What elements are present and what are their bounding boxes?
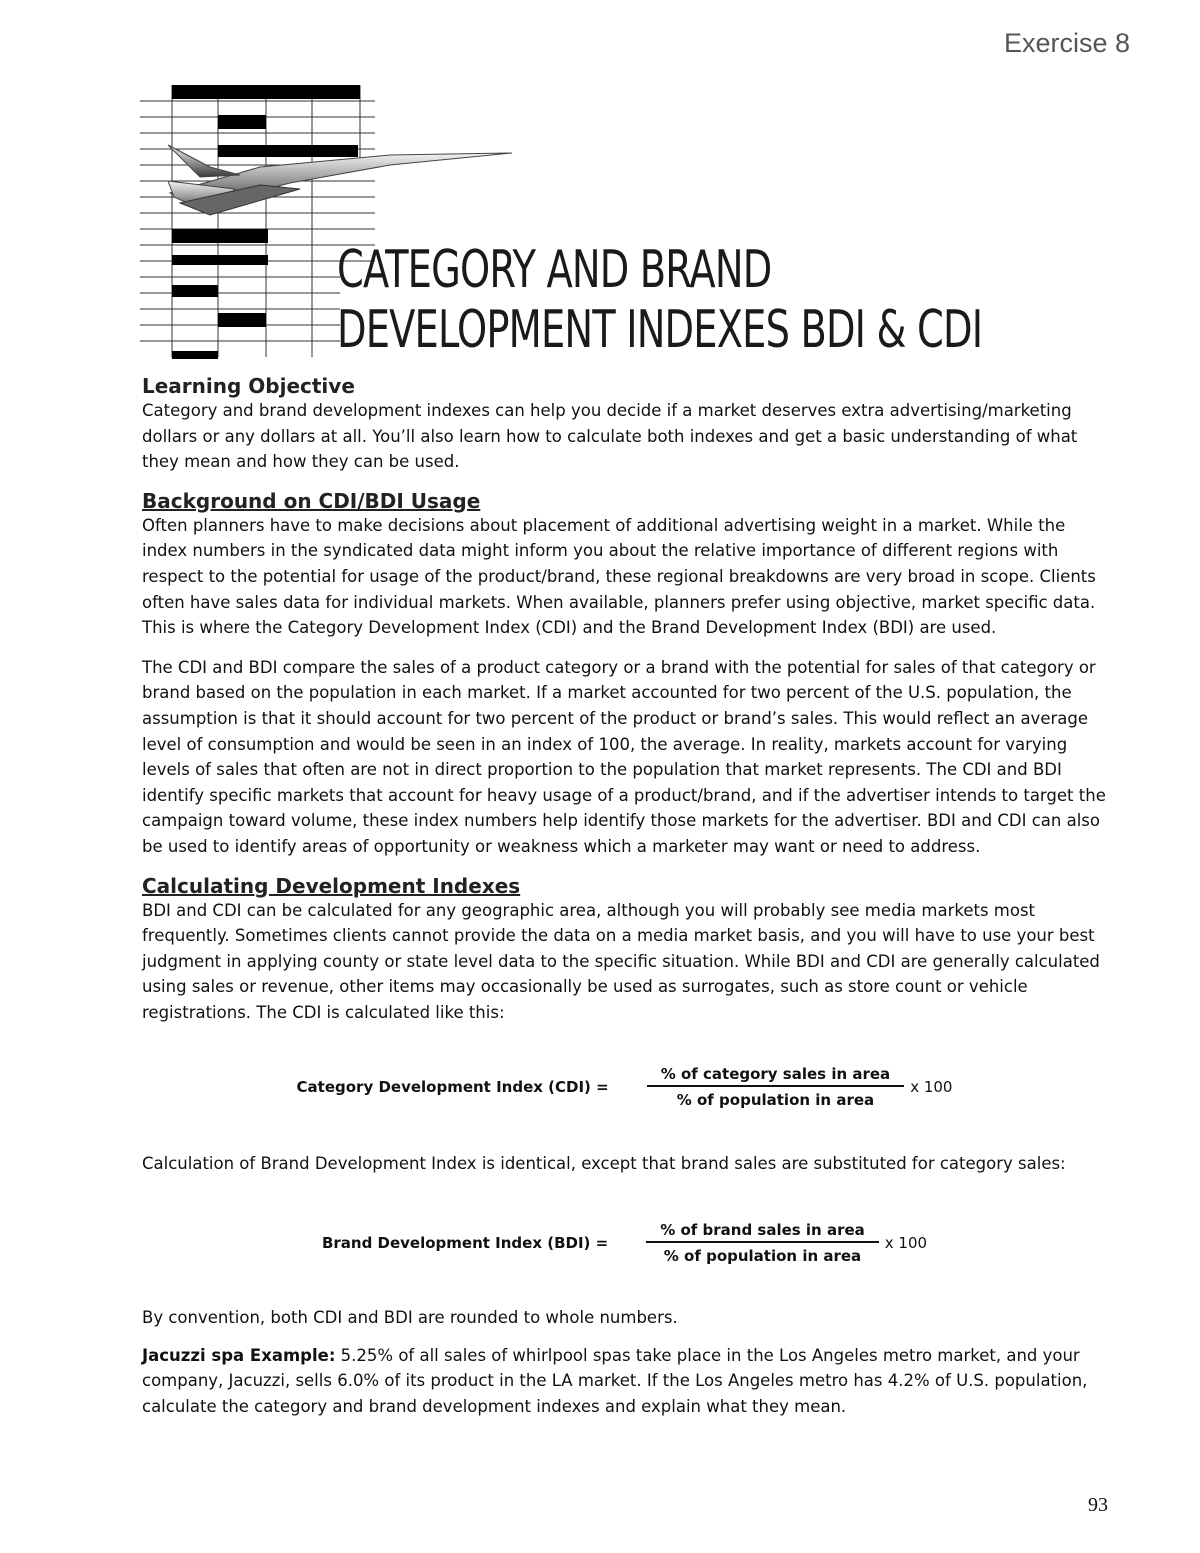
calculating-heading: Calculating Development Indexes (142, 873, 521, 898)
page-number: 93 (1088, 1494, 1108, 1516)
exercise-label: Exercise 8 (1003, 28, 1130, 58)
bdi-multiplier: x 100 (884, 1234, 928, 1253)
bdi-formula (142, 1221, 1107, 1265)
learning-objective-heading: Learning Objective (142, 374, 355, 398)
cdi-label: Category Development Index (CDI) = (296, 1078, 609, 1097)
background-paragraph-1: Often planners have to make decisions about placement of additional advertising weight in a market. While the index numbers in the syndicated data might inform you about the relative importance of different regions with respect to the potential for usage of the product/brand, these regional breakdowns are very broad in scope. Clients often have sales data for individual markets. When available, planners prefer using objective, market specific data. This is where the Category Development Index (CDI) and the Brand Development Index (BDI) are used. (142, 515, 1096, 638)
example-text: 5.25% of all sales of whirlpool spas take place in the Los Angeles metro market, and your company, Jacuzzi, sells 6.0% of its product in the LA market. If the Los Angeles metro has 4.2% of U.S. population, calculate the category and brand development indexes and explain what they mean. (142, 1345, 1088, 1416)
cdi-formula (142, 1065, 1107, 1109)
bdi-numerator: % of brand sales in area (646, 1221, 879, 1243)
learning-objective-text: Category and brand development indexes can help you decide if a market deserves extra advertising/marketing dollars or any dollars at all. You’ll also learn how to calculate both indexes and get a basic understanding of what they mean and how they can be used. (142, 401, 1078, 472)
title-line-2: DEVELOPMENT INDEXES BDI & CDI (337, 300, 983, 360)
example-lead: Jacuzzi spa Example: (142, 1345, 336, 1365)
bdi-fraction (646, 1221, 879, 1265)
background-heading: Background on CDI/BDI Usage (142, 488, 481, 513)
main-content (142, 374, 1107, 1419)
example-paragraph (142, 1343, 1107, 1420)
convention-text: By convention, both CDI and BDI are rounded to whole numbers. (142, 1308, 678, 1328)
cdi-multiplier: x 100 (910, 1078, 953, 1097)
cdi-fraction (647, 1065, 904, 1109)
page-title (337, 240, 982, 360)
bdi-denominator: % of population in area (663, 1247, 862, 1266)
cdi-numerator: % of category sales in area (647, 1065, 904, 1087)
cdi-denominator: % of population in area (676, 1091, 875, 1110)
title-line-1: CATEGORY AND BRAND (337, 240, 772, 300)
bdi-intro: Calculation of Brand Development Index is identical, except that brand sales are substituted for category sales: (142, 1154, 1066, 1174)
background-paragraph-2: The CDI and BDI compare the sales of a product category or a brand with the potential for sales of that category or brand based on the population in each market. If a market accounted for two percent of the U.S. population, the assumption is that it should account for two percent of the product or brand’s sales. This would reflect an average level of consumption and would be seen in an index of 100, the average. In reality, markets account for varying levels of sales that often are not in direct proportion to the population that market represents. The CDI and BDI identify specific markets that account for heavy usage of a product/brand, and if the advertiser intends to target the campaign toward volume, these index numbers help identify those markets for the advertiser. BDI and CDI can also be used to identify areas of opportunity or weakness which a marketer may want or need to address. (142, 657, 1106, 856)
calculating-paragraph: BDI and CDI can be calculated for any geographic area, although you will probably see media markets most frequently. Sometimes clients cannot provide the data on a media market basis, and you will have to use your best judgment in applying county or state level data to the specific situation. While BDI and CDI are generally calculated using sales or revenue, other items may occasionally be used as surrogates, such as store count or vehicle registrations. The CDI is calculated like this: (142, 900, 1100, 1022)
bdi-label: Brand Development Index (BDI) = (321, 1234, 609, 1253)
